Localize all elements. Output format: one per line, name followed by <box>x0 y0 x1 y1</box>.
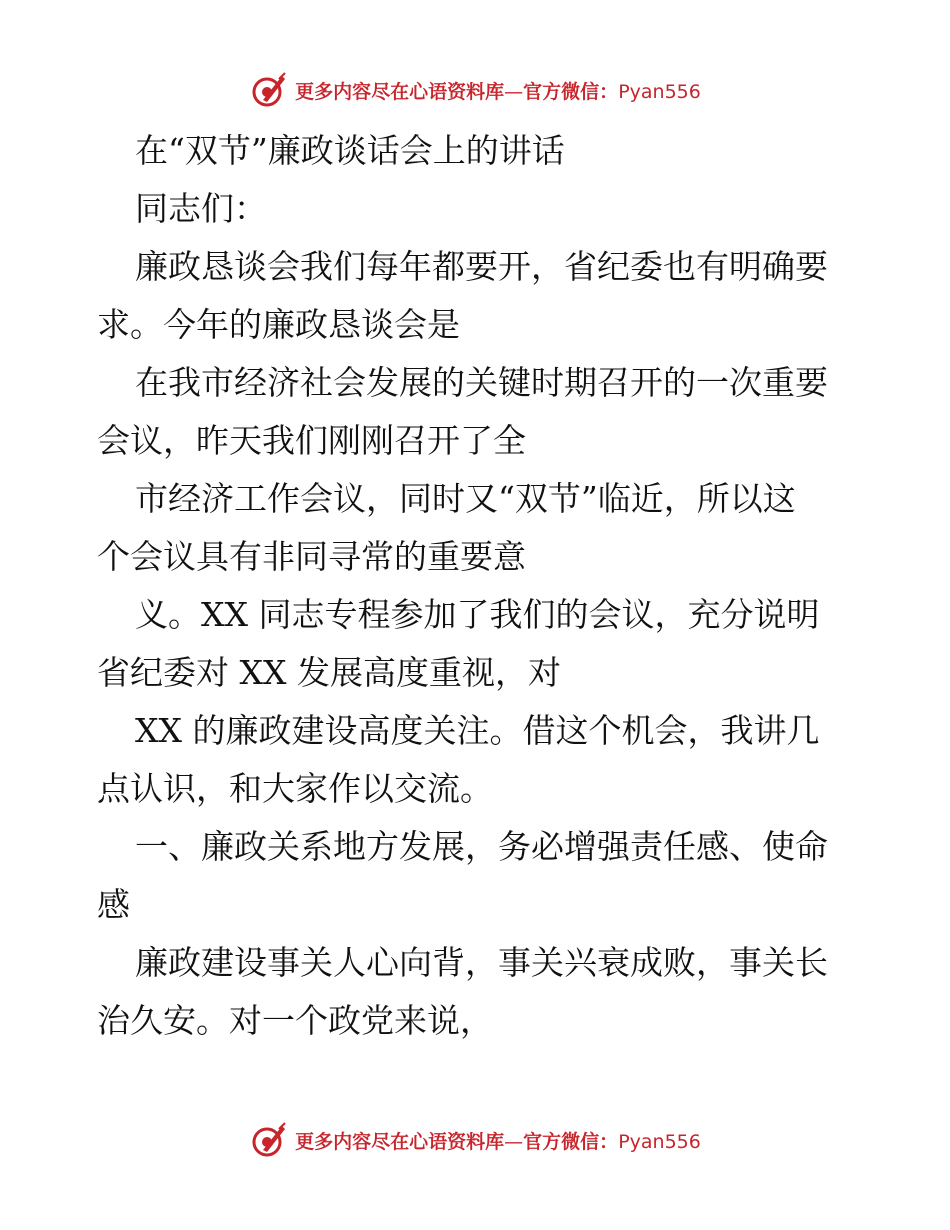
section-heading-continuation: 感 <box>97 885 130 924</box>
paragraph-line: 个会议具有非同寻常的重要意 <box>97 537 526 576</box>
footer-watermark-banner <box>0 1118 950 1162</box>
document-title: 在“双节”廉政谈话会上的讲话 <box>135 131 565 170</box>
banner-text <box>295 77 701 104</box>
paragraph-line: 点认识，和大家作以交流。 <box>97 769 493 808</box>
salutation: 同志们： <box>135 189 267 228</box>
paragraph-line: 在我市经济社会发展的关键时期召开的一次重要 <box>135 363 828 402</box>
banner-brand: 更多内容尽在心语资料库 <box>295 80 505 103</box>
banner-wechat-id: Pyan556 <box>618 80 701 103</box>
banner-wechat-label: 官方微信： <box>523 1130 619 1153</box>
banner-wechat-label: 官方微信： <box>523 80 619 103</box>
banner-dash: — <box>504 1130 524 1153</box>
paragraph-line: 治久安。对一个政党来说， <box>97 1001 493 1040</box>
paragraph-line: 省纪委对 XX 发展高度重视，对 <box>97 653 561 692</box>
paragraph-line: 市经济工作会议，同时又“双节”临近，所以这 <box>135 479 796 518</box>
paragraph-line: 廉政恳谈会我们每年都要开，省纪委也有明确要 <box>135 247 828 286</box>
paragraph-line: 义。XX 同志专程参加了我们的会议，充分说明 <box>135 595 820 634</box>
paragraph-line: 求。今年的廉政恳谈会是 <box>97 305 460 344</box>
section-heading: 一、廉政关系地方发展，务必增强责任感、使命 <box>135 827 828 866</box>
paragraph-line: 廉政建设事关人心向背，事关兴衰成败，事关长 <box>135 943 828 982</box>
quill-pen-logo-icon <box>249 70 289 110</box>
header-watermark-banner <box>0 68 950 112</box>
document-body <box>97 122 857 1050</box>
paragraph-line: 会议，昨天我们刚刚召开了全 <box>97 421 526 460</box>
banner-text <box>295 1127 701 1154</box>
paragraph-line: XX 的廉政建设高度关注。借这个机会，我讲几 <box>135 711 820 750</box>
banner-dash: — <box>504 80 524 103</box>
quill-pen-logo-icon <box>249 1120 289 1160</box>
banner-brand: 更多内容尽在心语资料库 <box>295 1130 505 1153</box>
banner-wechat-id: Pyan556 <box>618 1130 701 1153</box>
